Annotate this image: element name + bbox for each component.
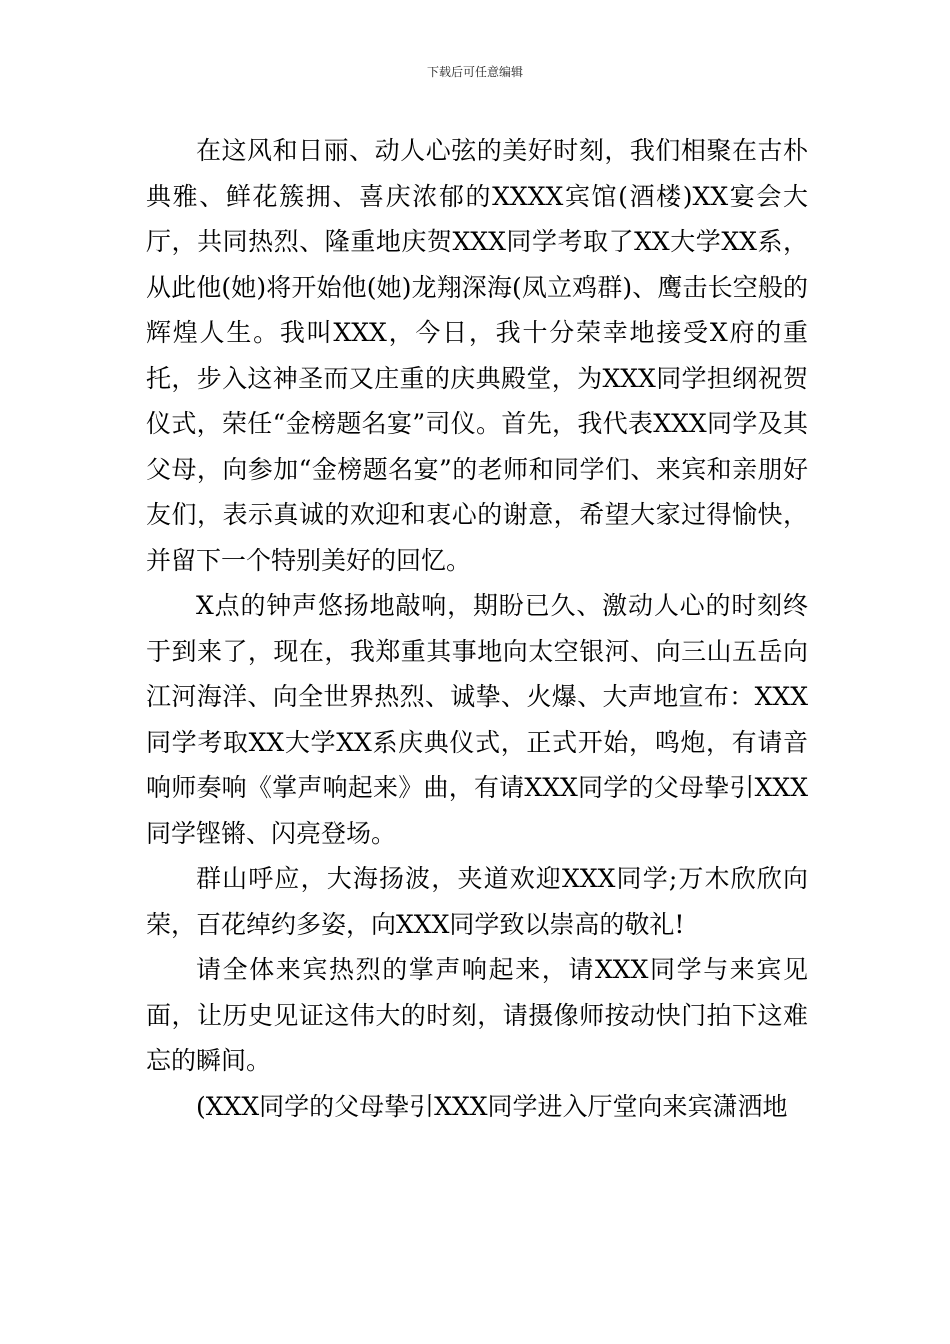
paragraph-entrance: (XXX同学的父母挚引XXX同学进入厅堂向来宾潇洒地 xyxy=(196,1091,788,1121)
document-body xyxy=(146,128,808,1129)
paragraph-welcome: 群山呼应，大海扬波，夹道欢迎XXX同学;万木欣欣向荣，百花绰约多姿，向XXX同学致以崇高的敬礼! xyxy=(146,864,808,939)
paragraph-ceremony-start: X点的钟声悠扬地敲响，期盼已久、激动人心的时刻终于到来了，现在，我郑重其事地向太空银河、向三山五岳向江河海洋、向全世界热烈、诚挚、火爆、大声地宣布：XXX同学考取XX大学XX系庆典仪式，正式开始，鸣炮，有请音响师奏响《掌声响起来》曲，有请XXX同学的父母挚引XXX同学铿锵、闪亮登场。 xyxy=(146,591,808,848)
paragraph-applause: 请全体来宾热烈的掌声响起来，请XXX同学与来宾见面，让历史见证这伟大的时刻，请摄像师按动快门拍下这难忘的瞬间。 xyxy=(146,955,808,1075)
page-header-note: 下载后可任意编辑 xyxy=(426,65,523,79)
paragraph-opening: 在这风和日丽、动人心弦的美好时刻，我们相聚在古朴典雅、鲜花簇拥、喜庆浓郁的XXXX宾馆(酒楼)XX宴会大厅，共同热烈、隆重地庆贺XXX同学考取了XX大学XX系，从此他(她)将开始他(她)龙翔深海(凤立鸡群)、鹰击长空般的辉煌人生。我叫XXX，今日，我十分荣幸地接受X府的重托，步入这神圣而又庄重的庆典殿堂，为XXX同学担纲祝贺仪式，荣任“金榜题名宴”司仪。首先，我代表XXX同学及其父母，向参加“金榜题名宴”的老师和同学们、来宾和亲朋好友们，表示真诚的欢迎和衷心的谢意，希望大家过得愉快，并留下一个特别美好的回忆。 xyxy=(146,136,808,575)
